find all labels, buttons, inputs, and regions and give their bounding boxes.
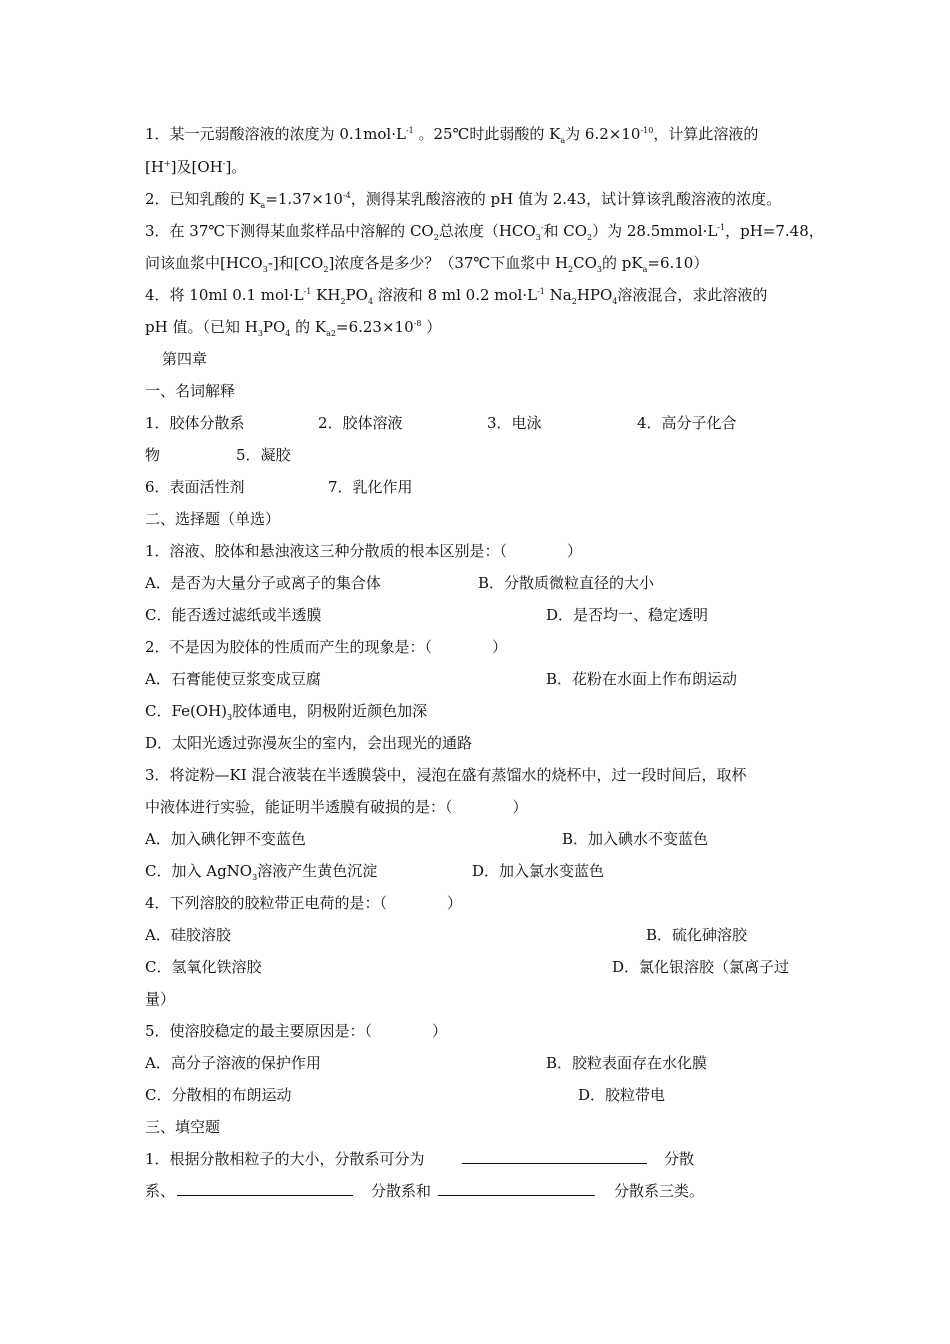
fill-1-text-b: 分散 [664,1150,695,1168]
question-1: 1．溶液、胶体和悬浊液这三种分散质的根本区别是：（ ） [145,542,583,560]
q4-option-a: A．硅胶溶胶 [145,926,231,944]
q1-option-c: C．能否透过滤纸或半透膜 [145,606,322,624]
fill-1-blank-2[interactable] [177,1181,353,1201]
problem-1-line-2: [H+]及[OH-]。 [145,158,247,176]
chapter-heading: 第四章 [162,350,208,368]
q2-option-a: A．石膏能使豆浆变成豆腐 [145,670,321,688]
q4-option-c: C．氢氧化铁溶胶 [145,958,262,976]
q4-option-d: D．氯化银溶胶（氯离子过 [612,958,790,976]
q2-option-d: D．太阳光透过弥漫灰尘的室内，会出现光的通路 [145,734,473,752]
q3-option-d: D．加入氯水变蓝色 [472,862,605,880]
term-6: 6．表面活性剂 [145,478,245,496]
q1-option-b: B．分散质微粒直径的大小 [478,574,655,592]
term-3: 3．电泳 [487,414,542,432]
section-1-title: 一、名词解释 [145,382,236,400]
q5-option-d: D．胶粒带电 [578,1086,666,1104]
term-4-cont: 物 [145,446,161,464]
question-3-line-2: 中液体进行实验，能证明半透膜有破损的是：（ ） [145,798,528,816]
question-5: 5．使溶胶稳定的最主要原因是：（ ） [145,1022,448,1040]
term-2: 2．胶体溶液 [318,414,403,432]
problem-4-line-2: pH 值。（已知 $H_3PO_4$ 的 $K_{a2}=6.23\times 10^{-8}$ ） [145,318,442,338]
q5-option-b: B．胶粒表面存在水化膜 [546,1054,708,1072]
term-5: 5．凝胶 [236,446,291,464]
q3-option-b: B．加入碘水不变蓝色 [562,830,709,848]
problem-3-line-1: 3．在 37℃下测得某血浆样品中溶解的 $CO_2$总浓度（$HCO_3^-$和 $CO_2$）为 $28.5mmol\cdot L^{-1}$，pH=7.48， [145,222,824,242]
q1-option-a: A．是否为大量分子或离子的集合体 [145,574,381,592]
section-2-title: 二、选择题（单选） [145,510,281,528]
q1-option-d: D．是否均一、稳定透明 [546,606,709,624]
q4-option-b: B．硫化砷溶胶 [646,926,748,944]
q2-option-b: B．花粉在水面上作布朗运动 [546,670,738,688]
fill-1-text-e: 分散系三类。 [614,1182,705,1200]
term-1: 1．胶体分散系 [145,414,245,432]
fill-1-text-a: 1．根据分散相粒子的大小，分散系可分为 [145,1150,425,1168]
question-2: 2．不是因为胶体的性质而产生的现象是：（ ） [145,638,508,656]
q3-option-a: A．加入碘化钾不变蓝色 [145,830,306,848]
fill-1-text-c: 系、 [145,1182,176,1200]
problem-1-line-1: 1．某一元弱酸溶液的浓度为 $0.1mol\cdot L^{-1}$ 。25℃时此弱酸的 $K_a$为 $6.2\times 10^{-10}$，计算此溶液的 [145,125,759,145]
question-4: 4．下列溶胶的胶粒带正电荷的是：（ ） [145,894,463,912]
problem-2: 2．已知乳酸的 $K_a=1.37\times 10^{-4}$，测得某乳酸溶液的 pH 值为 2.43，试计算该乳酸溶液的浓度。 [145,190,782,210]
q3-option-c: C．加入 AgNO$_3$溶液产生黄色沉淀 [145,862,378,882]
q4-option-d-cont: 量） [145,990,176,1008]
term-7: 7．乳化作用 [328,478,413,496]
question-3-line-1: 3．将淀粉—KI 混合液装在半透膜袋中，浸泡在盛有蒸馏水的烧杯中，过一段时间后，取杯 [145,766,747,784]
term-4: 4．高分子化合 [637,414,737,432]
section-3-title: 三、填空题 [145,1118,221,1136]
q2-option-c: C．$Fe(OH)_3$胶体通电，阴极附近颜色加深 [145,702,428,722]
fill-1-text-d: 分散系和 [371,1182,432,1200]
q5-option-a: A．高分子溶液的保护作用 [145,1054,321,1072]
problem-3-line-2: 问该血浆中$[HCO_3-]$和$[CO_2]$浓度各是多少？（37℃下血浆中 $H_2CO_3$的 $pK_a=6.10$） [145,254,709,274]
problem-4-line-1: 4．将 10ml 0.1 $mol\cdot L^{-1}$ $KH_2PO_4$ 溶液和 8 ml 0.2 $mol\cdot L^{-1}$ $Na_2HPO_4$溶液混合，求此溶液的 [145,286,768,306]
q5-option-c: C．分散相的布朗运动 [145,1086,292,1104]
fill-1-blank-3[interactable] [438,1181,595,1201]
fill-1-blank-1[interactable] [462,1149,647,1169]
